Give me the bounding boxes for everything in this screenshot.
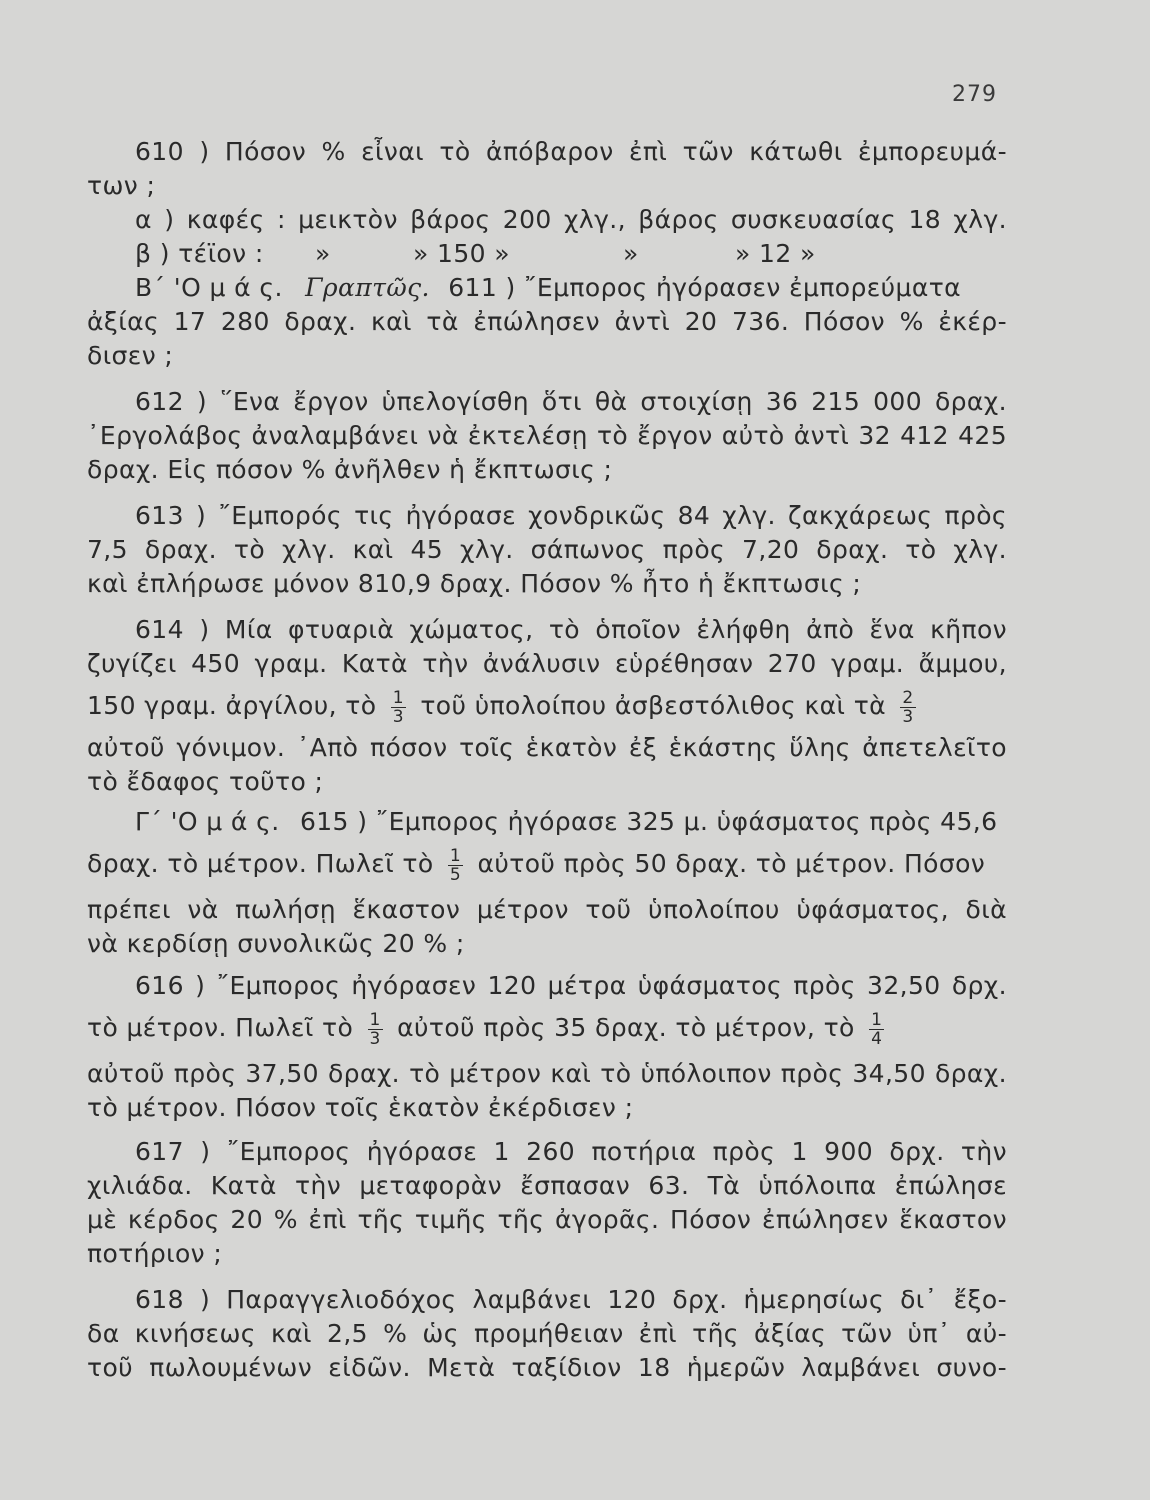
text-line: ποτήριον ; [87, 1239, 223, 1268]
text-fragment: 150 γραμ. ἀργίλου, τὸ [87, 691, 377, 720]
text-line: μὲ κέρδος 20 % ἐπὶ τῆς τιμῆς τῆς ἀγορᾶς. Πόσον ἐπώλησεν ἕκαστον [87, 1205, 1007, 1234]
text-fragment: αὐτοῦ πρὸς 35 δραχ. τὸ μέτρον, τὸ [397, 1013, 855, 1042]
page-number: 279 [952, 82, 997, 107]
group-heading: Γ΄ 'Ο μ ά ς. [135, 807, 280, 836]
text-line: χιλιάδα. Κατὰ τὴν μεταφορὰν ἔσπασαν 63. Τὰ ὑπόλοιπα ἐπώλησε [87, 1171, 1007, 1200]
text-line: τὸ μέτρον. Πόσον τοῖς ἑκατὸν ἐκέρδισεν ; [87, 1093, 634, 1122]
text-line: 618 ) Παραγγελιοδόχος λαμβάνει 120 δρχ. ἡμερησίως δι᾽ ἔξο- [135, 1285, 1007, 1314]
text-fragment: » 150 » [413, 239, 511, 268]
text-line: 613 ) ῎Εμπορός τις ἠγόρασε χονδρικῶς 84 χλγ. ζακχάρεως πρὸς [135, 501, 1007, 530]
fraction [391, 689, 406, 726]
text-fragment: 611 ) ῎Εμπορος ἠγόρασεν ἐμπορεύματα [448, 273, 962, 302]
text-line [87, 805, 1007, 839]
text-line [87, 271, 1007, 305]
fraction-denominator: 3 [392, 706, 404, 727]
text-fragment: » 12 » [735, 239, 816, 268]
text-line: αὐτοῦ πρὸς 37,50 δραχ. τὸ μέτρον καὶ τὸ ὑπόλοιπον πρὸς 34,50 δραχ. [87, 1059, 1007, 1088]
fraction [448, 847, 463, 884]
text-line: τοῦ πωλουμένων εἰδῶν. Μετὰ ταξίδιον 18 ἡμερῶν λαμβάνει συνο- [87, 1353, 1007, 1382]
text-fragment: δραχ. τὸ μέτρον. Πωλεῖ τὸ [87, 849, 434, 878]
text-line: δα κινήσεως καὶ 2,5 % ὡς προμήθειαν ἐπὶ τῆς ἀξίας τῶν ὑπ᾽ αὐ- [87, 1319, 1007, 1348]
text-line: καὶ ἐπλήρωσε μόνον 810,9 δραχ. Πόσον % ἦτο ἡ ἔκπτωσις ; [87, 569, 862, 598]
text-line [87, 237, 1007, 271]
text-line: δισεν ; [87, 341, 174, 370]
text-line: α ) καφές : μεικτὸν βάρος 200 χλγ., βάρος συσκευασίας 18 χλγ. [135, 205, 1007, 234]
text-line: 612 ) ῞Ενα ἔργον ὑπελογίσθη ὅτι θὰ στοιχίσῃ 36 215 000 δραχ. [135, 387, 1007, 416]
text-fragment: 615 ) ῎Εμπορος ἠγόρασε 325 μ. ὑφάσματος πρὸς 45,6 [299, 807, 998, 836]
fraction-numerator: 2 [902, 687, 914, 708]
text-line: δραχ. Εἰς πόσον % ἀνῆλθεν ἡ ἔκπτωσις ; [87, 455, 613, 484]
fraction-numerator: 1 [392, 687, 404, 708]
text-fragment: β ) τέϊον : [135, 239, 264, 268]
exercise-text [87, 135, 1007, 1385]
text-line: τὸ ἔδαφος τοῦτο ; [87, 767, 324, 796]
text-fragment: τοῦ ὑπολοίπου ἀσβεστόλιθος καὶ τὰ [420, 691, 887, 720]
text-fragment: » [315, 239, 331, 268]
text-line: ζυγίζει 450 γραμ. Κατὰ τὴν ἀνάλυσιν εὑρέθησαν 270 γραμ. ἄμμου, [87, 649, 1007, 678]
text-line: αὐτοῦ γόνιμον. ᾽Απὸ πόσον τοῖς ἑκατὸν ἐξ ἑκάστης ὕλης ἀπετελεῖτο [87, 733, 1007, 762]
text-line: 617 ) ῎Εμπορος ἠγόρασε 1 260 ποτήρια πρὸς 1 900 δρχ. τὴν [135, 1137, 1007, 1166]
text-fragment: τὸ μέτρον. Πωλεῖ τὸ [87, 1013, 354, 1042]
fraction-denominator: 5 [449, 864, 462, 885]
text-line: ἀξίας 17 280 δραχ. καὶ τὰ ἐπώλησεν ἀντὶ 20 736. Πόσον % ἐκέρ- [87, 307, 1007, 336]
text-line [87, 839, 1007, 889]
fraction [869, 1011, 884, 1048]
fraction-denominator: 3 [369, 1028, 381, 1049]
text-fragment: » [623, 239, 639, 268]
fraction-numerator: 1 [449, 845, 462, 866]
text-line: νὰ κερδίσῃ συνολικῶς 20 % ; [87, 929, 465, 958]
fraction-numerator: 1 [871, 1009, 883, 1030]
fraction-denominator: 3 [902, 706, 914, 727]
group-heading: Β΄ 'Ο μ ά ς. [135, 273, 283, 302]
fraction-numerator: 1 [369, 1009, 381, 1030]
text-line: 616 ) ῎Εμπορος ἠγόρασεν 120 μέτρα ὑφάσματος πρὸς 32,50 δρχ. [135, 971, 1007, 1000]
text-fragment: αὐτοῦ πρὸς 50 δραχ. τὸ μέτρον. Πόσον [477, 849, 986, 878]
text-line: 610 ) Πόσον % εἶναι τὸ ἀπόβαρον ἐπὶ τῶν κάτωθι ἐμπορευμά- [135, 137, 1007, 166]
fraction [900, 689, 915, 726]
fraction-denominator: 4 [871, 1028, 883, 1049]
fraction [368, 1011, 383, 1048]
text-line [87, 681, 1007, 731]
text-line [87, 1003, 1007, 1053]
text-line: των ; [87, 171, 156, 200]
text-line: 614 ) Μία φτυαριὰ χώματος, τὸ ὁποῖον ἐλήφθη ἀπὸ ἕνα κῆπον [135, 615, 1007, 644]
text-line: πρέπει νὰ πωλήσῃ ἕκαστον μέτρον τοῦ ὑπολοίπου ὑφάσματος, διὰ [87, 895, 1007, 924]
text-line: ᾽Εργολάβος ἀναλαμβάνει νὰ ἐκτελέσῃ τὸ ἔργον αὐτὸ ἀντὶ 32 412 425 [87, 421, 1007, 450]
written-label: Γραπτῶς. [305, 273, 430, 302]
text-line: 7,5 δραχ. τὸ χλγ. καὶ 45 χλγ. σάπωνος πρὸς 7,20 δραχ. τὸ χλγ. [87, 535, 1007, 564]
